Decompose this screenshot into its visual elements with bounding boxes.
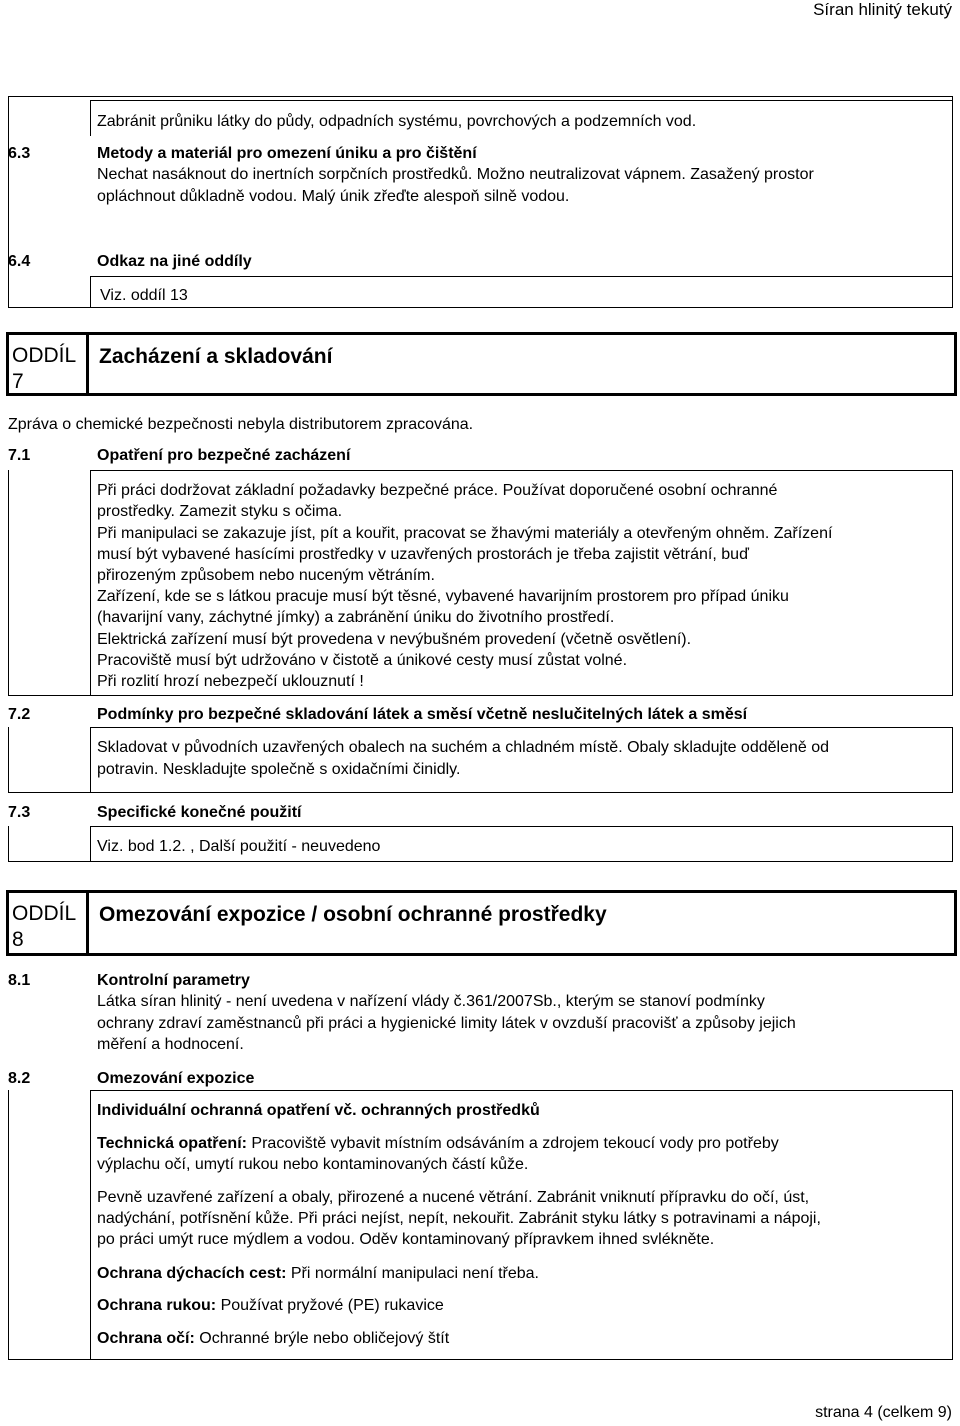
section-8-1-number: 8.1 <box>8 972 31 989</box>
section-8-1-line-2: ochrany zdraví zaměstnanců při práci a hygienické limity látek v ovzduší pracovišť a způsoby jejich <box>97 1015 796 1032</box>
section-7-1-line-5: přirozeným způsobem nebo nuceným větráním. <box>97 567 435 584</box>
section-8-label <box>9 893 89 953</box>
section-7-1-line-3: Při manipulaci se zakazuje jíst, pít a kouřit, pracovat se žhavými materiály a otevřeným ohněm. Zařízení <box>97 525 833 542</box>
section-7-2-line-2: potravin. Neskladujte společně s oxidačními činidly. <box>97 761 461 778</box>
general-measures-line-3: po práci umýt ruce mýdlem a vodou. Oděv kontaminovaný přípravkem ihned svlékněte. <box>97 1231 715 1248</box>
hand-protection-text: Používat pryžové (PE) rukavice <box>216 1297 444 1314</box>
respiratory-protection-text: Při normální manipulaci není třeba. <box>286 1265 539 1282</box>
section-8-1-title: Kontrolní parametry <box>97 972 250 989</box>
document-header-title: Síran hlinitý tekutý <box>813 0 952 19</box>
section-7-1-line-1: Při práci dodržovat základní požadavky bezpečné práce. Používat doporučené osobní ochranné <box>97 482 778 499</box>
section-7-header <box>6 332 957 396</box>
technical-measures-line-2: výplachu očí, umytí rukou nebo kontaminovaných částí kůže. <box>97 1156 529 1173</box>
section-7-label-number: 7 <box>12 370 24 393</box>
section-6-4-title: Odkaz na jiné oddíly <box>97 253 252 270</box>
section-7-1-line-9: Pracoviště musí být udržováno v čistotě a únikové cesty musí zůstat volné. <box>97 652 628 669</box>
general-measures-line-2: nadýchání, potřísnění kůže. Při práci nejíst, nepít, nekouřit. Zabránit styku látky s potravinami a nápoji, <box>97 1210 821 1227</box>
respiratory-protection <box>97 1263 539 1284</box>
hand-protection-label: Ochrana rukou: <box>97 1297 217 1314</box>
eye-protection <box>97 1328 449 1349</box>
section-7-2-number: 7.2 <box>8 706 31 723</box>
section-6-4-text: Viz. oddíl 13 <box>100 287 188 304</box>
section-7-1-title: Opatření pro bezpečné zacházení <box>97 447 351 464</box>
general-measures-line-1: Pevně uzavřené zařízení a obaly, přirozené a nucené větrání. Zabránit vniknutí přípravku do očí, úst, <box>97 1189 810 1206</box>
section-7-1-line-4: musí být vybavené hasícími prostředky v uzavřených prostorách je třeba zajistit větrání, buď <box>97 546 749 563</box>
section-7-title: Zacházení a skladování <box>99 345 333 368</box>
section-8-1-line-3: měření a hodnocení. <box>97 1036 244 1053</box>
section-7-1-line-2: prostředky. Zamezit styku s očima. <box>97 503 343 520</box>
page-number: strana 4 (celkem 9) <box>815 1404 952 1421</box>
section-6-3-title: Metody a materiál pro omezení úniku a pro čištění <box>97 145 477 162</box>
hand-protection <box>97 1295 444 1316</box>
section-7-3-title: Specifické konečné použití <box>97 804 302 821</box>
eye-protection-label: Ochrana očí: <box>97 1330 195 1347</box>
section-7-2-line-1: Skladovat v původních uzavřených obalech na suchém a chladném místě. Obaly skladujte odděleně od <box>97 739 829 756</box>
section-8-1-line-1: Látka síran hlinitý - není uvedena v nařízení vlády č.361/2007Sb., kterým se stanoví podmínky <box>97 993 765 1010</box>
section-7-1-line-8: Elektrická zařízení musí být provedena v nevýbušném provedení (včetně osvětlení). <box>97 631 692 648</box>
section-8-label-word: ODDÍL <box>12 902 77 925</box>
section-8-2-subtitle: Individuální ochranná opatření vč. ochranných prostředků <box>97 1102 540 1119</box>
section-7-1-line-7: (havarijní vany, záchytné jímky) a zabránění úniku do životního prostředí. <box>97 609 615 626</box>
section-7-note: Zpráva o chemické bezpečnosti nebyla distributorem zpracována. <box>8 416 474 433</box>
section-6-3-number: 6.3 <box>8 145 31 162</box>
section-6-3-line-1: Nechat nasáknout do inertních sorpčních prostředků. Možno neutralizovat vápnem. Zasažený prostor <box>97 166 814 183</box>
section-8-label-number: 8 <box>12 928 24 951</box>
section-6-3-line-2: opláchnout důkladně vodou. Malý únik zřeďte alespoň silně vodou. <box>97 188 570 205</box>
section-8-header <box>6 890 957 956</box>
section-7-3-number: 7.3 <box>8 804 31 821</box>
section-7-1-number: 7.1 <box>8 447 31 464</box>
eye-protection-text: Ochranné brýle nebo obličejový štít <box>194 1330 450 1347</box>
section-7-3-text: Viz. bod 1.2. , Další použití - neuvedeno <box>97 838 381 855</box>
section-8-2-title: Omezování expozice <box>97 1070 255 1087</box>
section-7-1-line-10: Při rozlití hrozí nebezpečí uklouznutí ! <box>97 673 364 690</box>
technical-measures-label: Technická opatření: <box>97 1135 247 1152</box>
section-6-4-box <box>90 276 953 308</box>
respiratory-protection-label: Ochrana dýchacích cest: <box>97 1265 287 1282</box>
section-7-2-title: Podmínky pro bezpečné skladování látek a směsí včetně neslučitelných látek a směsí <box>97 706 748 723</box>
prevent-text: Zabránit průniku látky do půdy, odpadních systému, povrchových a podzemních vod. <box>97 113 697 130</box>
section-6-4-number: 6.4 <box>8 253 31 270</box>
section-8-title: Omezování expozice / osobní ochranné prostředky <box>99 903 607 926</box>
technical-measures-line-1 <box>97 1133 779 1154</box>
section-7-1-line-6: Zařízení, kde se s látkou pracuje musí být těsné, vybavené havarijním prostorem pro případ úniku <box>97 588 789 605</box>
section-7-label-word: ODDÍL <box>12 344 77 367</box>
section-7-label <box>9 335 89 393</box>
technical-measures-text: Pracoviště vybavit místním odsáváním a zdrojem tekoucí vody pro potřeby <box>246 1135 779 1152</box>
section-8-2-number: 8.2 <box>8 1070 31 1087</box>
